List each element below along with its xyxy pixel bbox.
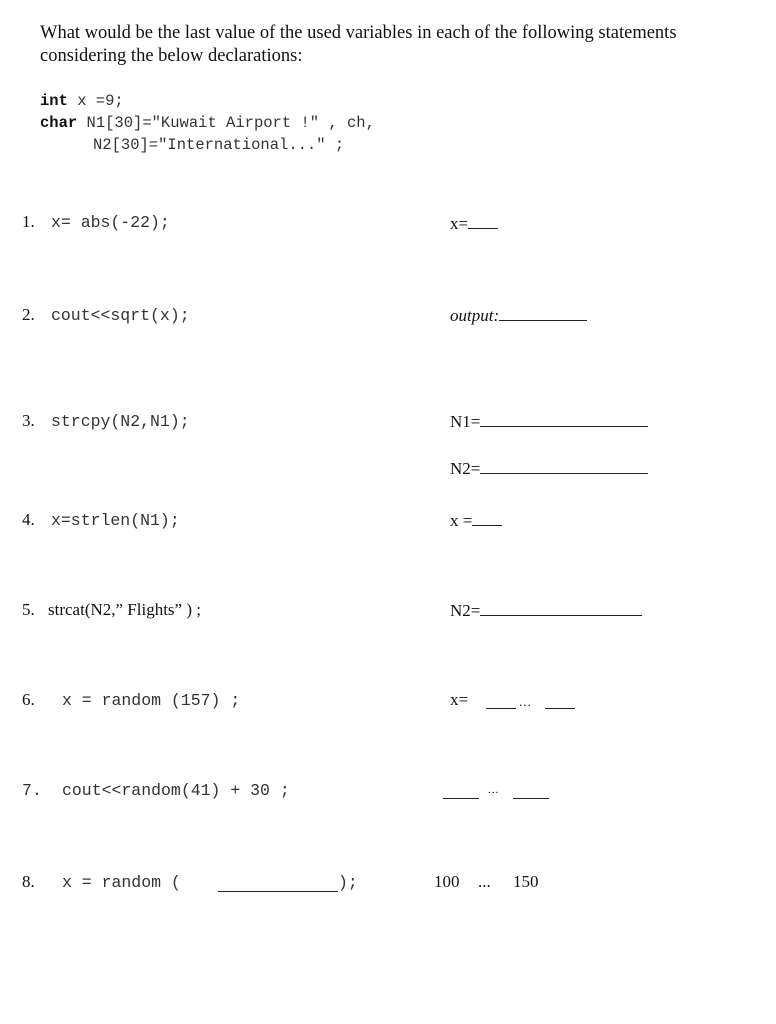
question-8-range-low: 100	[434, 872, 460, 891]
question-6-range-dots: ...	[519, 694, 532, 709]
question-1-number: 1.	[22, 212, 35, 231]
declaration-char	[40, 114, 375, 132]
question-4-answer-blank[interactable]	[472, 511, 502, 526]
question-8-code-end: );	[338, 873, 358, 892]
question-3-answer-blank-n1[interactable]	[480, 412, 648, 427]
question-7-range-dots: ...	[488, 784, 500, 796]
question-1-answer-blank[interactable]	[468, 214, 498, 229]
question-6-answer-label: x=	[450, 690, 469, 709]
question-2-answer	[450, 306, 587, 326]
question-3-answer-label-n1: N1=	[450, 412, 481, 431]
question-2-answer-blank[interactable]	[499, 306, 587, 321]
int-declaration-rest: x =9;	[67, 92, 124, 110]
question-7-answer-blank-high[interactable]	[513, 797, 549, 799]
question-6-number: 6.	[22, 690, 35, 709]
question-8-argument-blank[interactable]	[218, 890, 338, 892]
char-declaration-rest: N1[30]="Kuwait Airport !" , ch,	[77, 114, 375, 132]
question-5-answer	[450, 601, 642, 621]
question-3-code: strcpy(N2,N1);	[51, 412, 190, 431]
question-1-code: x= abs(-22);	[51, 213, 170, 232]
question-1-answer-label: x=	[450, 214, 469, 233]
question-3-answer-blank-n2[interactable]	[480, 459, 648, 474]
question-6-answer-blank-high[interactable]	[545, 707, 575, 709]
question-2-number: 2.	[22, 305, 35, 324]
question-5-answer-blank[interactable]	[480, 601, 642, 616]
question-8-range-high: 150	[513, 872, 539, 891]
declaration-n2: N2[30]="International..." ;	[93, 136, 345, 154]
char-keyword: char	[40, 114, 78, 132]
question-2-answer-label: output:	[450, 306, 500, 325]
question-5-code: strcat(N2,” Flights” ) ;	[48, 600, 201, 619]
question-4-code: x=strlen(N1);	[51, 511, 180, 530]
question-4-answer-label: x =	[450, 511, 473, 530]
int-keyword: int	[40, 92, 68, 110]
question-3-answer-n1	[450, 412, 648, 432]
question-7-answer-blank-low[interactable]	[443, 797, 479, 799]
question-4-answer	[450, 511, 502, 531]
question-5-number: 5.	[22, 600, 35, 619]
question-5-answer-label: N2=	[450, 601, 481, 620]
question-8-code-start: x = random (	[62, 873, 181, 892]
question-1-answer	[450, 214, 498, 234]
question-6-answer-blank-low[interactable]	[486, 707, 516, 709]
question-4-number: 4.	[22, 510, 35, 529]
question-6-code: x = random (157) ;	[62, 691, 241, 710]
question-8-number: 8.	[22, 872, 35, 891]
question-8-range-dots: ...	[478, 872, 491, 891]
question-intro: What would be the last value of the used variables in each of the following statements considering the below declarations:	[40, 23, 677, 66]
question-7-code: cout<<random(41) + 30 ;	[62, 781, 290, 800]
question-3-answer-label-n2: N2=	[450, 459, 481, 478]
question-3-number: 3.	[22, 411, 35, 430]
declaration-int	[40, 92, 124, 110]
question-2-code: cout<<sqrt(x);	[51, 306, 190, 325]
question-3-answer-n2	[450, 459, 648, 479]
question-7-number: 7.	[22, 781, 42, 800]
